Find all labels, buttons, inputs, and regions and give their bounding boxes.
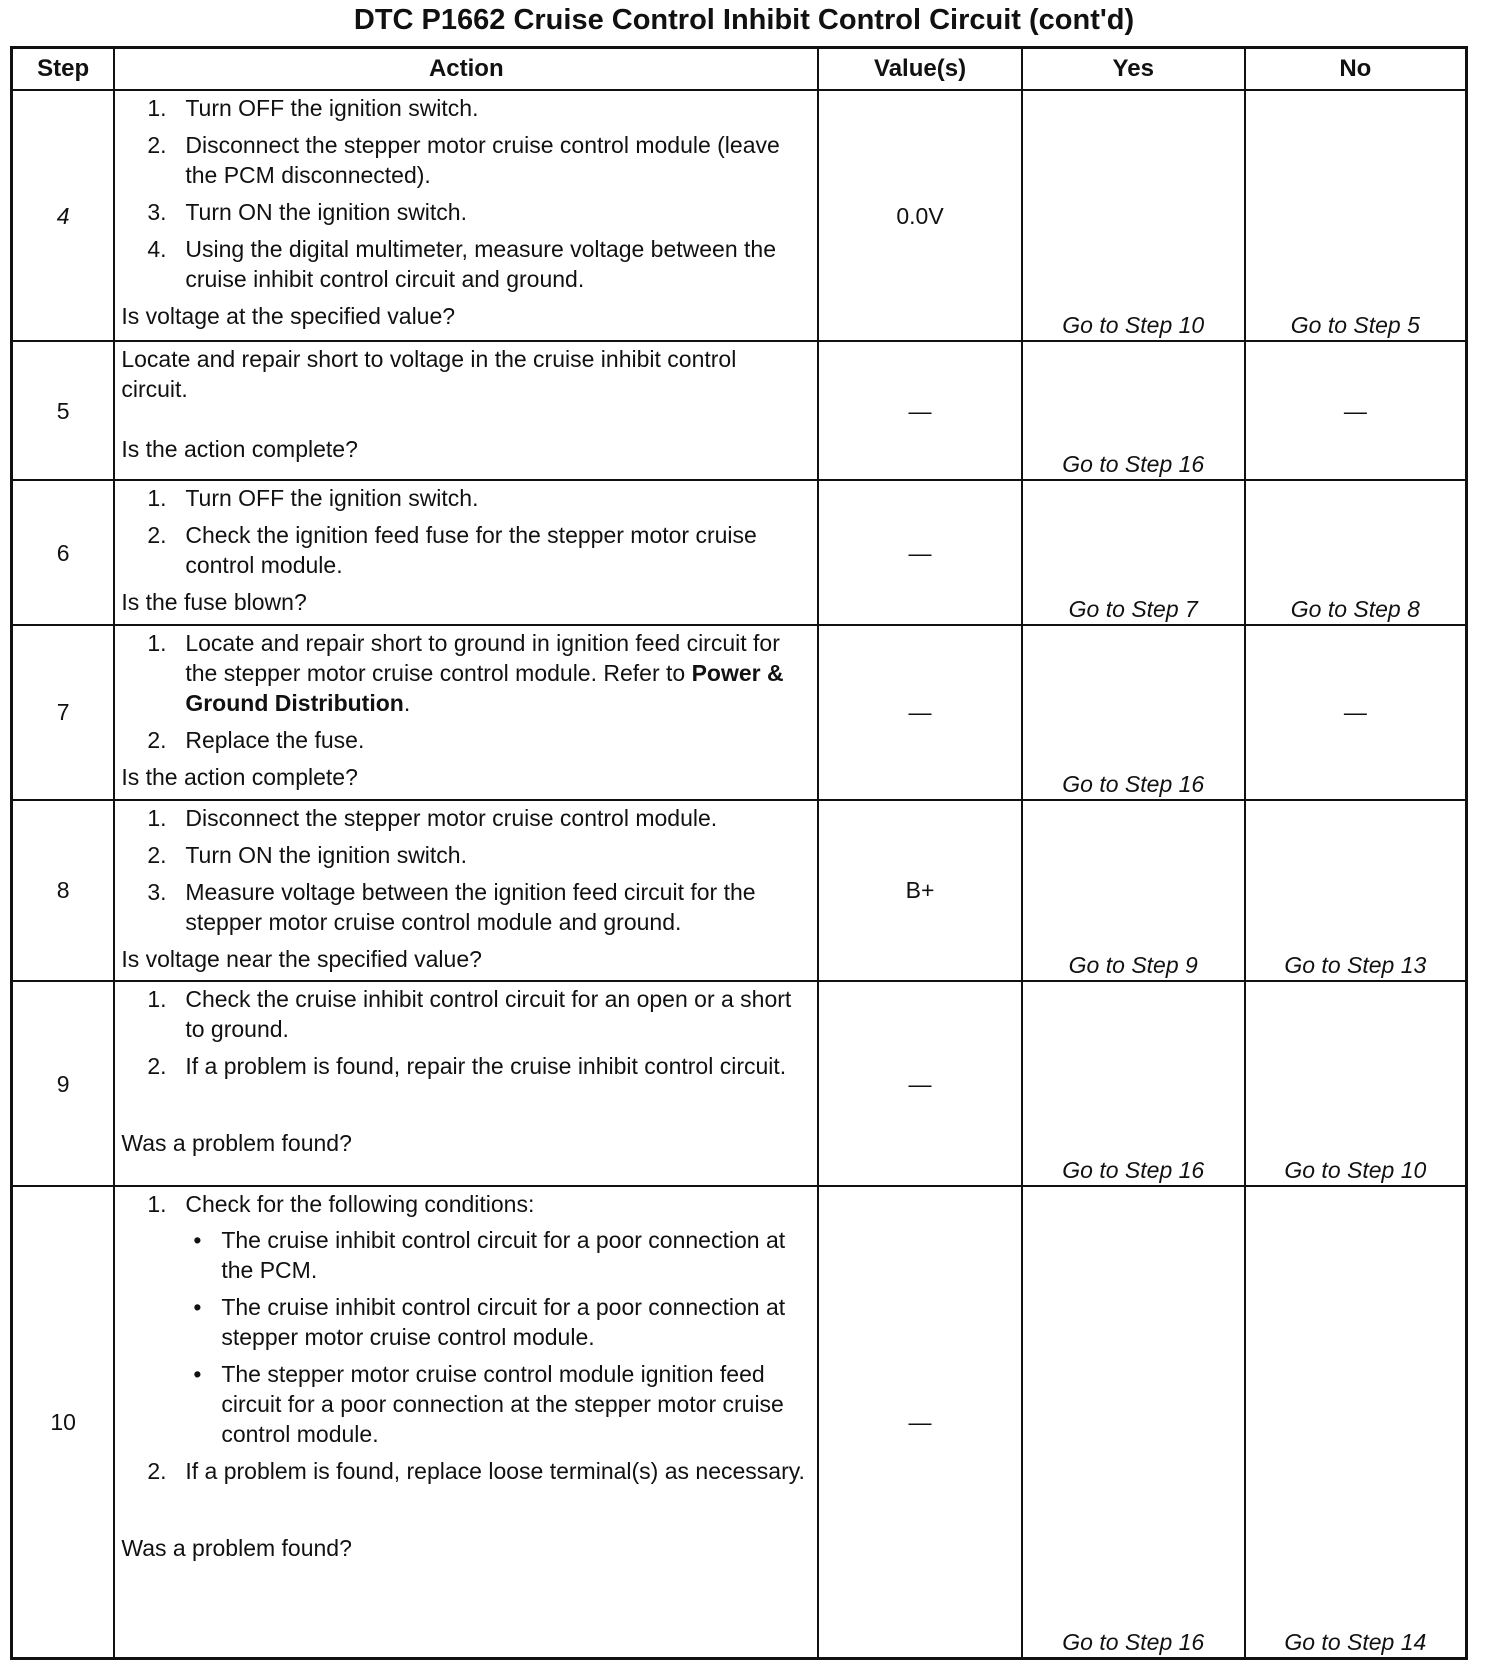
question-text: Is the action complete? (121, 764, 358, 791)
action-cell (114, 1186, 818, 1658)
list-number: 2. (147, 727, 167, 754)
value-cell: — (818, 341, 1022, 480)
no-goto: Go to Step 13 (1245, 800, 1467, 982)
header-action: Action (114, 48, 818, 91)
list-item: 2. Check the ignition feed fuse for the stepper motor cruise control module. (147, 522, 757, 579)
item-text: Locate and repair short to ground in ignition feed circuit for the stepper motor cruise control module. Refer to (185, 630, 780, 687)
list-number: 2. (147, 1053, 167, 1080)
step-number: 8 (12, 800, 115, 982)
header-values: Value(s) (818, 48, 1022, 91)
list-item (121, 1189, 807, 1449)
action-cell (114, 800, 818, 982)
list-number: 2. (147, 1458, 167, 1485)
step-number: 10 (12, 1186, 115, 1658)
list-item: 2. Replace the fuse. (147, 727, 365, 754)
list-number: 2. (147, 522, 167, 549)
list-number: 2. (147, 132, 167, 158)
yes-goto: Go to Step 7 (1022, 480, 1245, 625)
yes-goto: Go to Step 16 (1022, 1186, 1245, 1658)
action-cell (114, 625, 818, 799)
question-text: Is the fuse blown? (121, 589, 307, 616)
list-number: 2. (147, 841, 167, 868)
list-number: 1. (147, 1191, 167, 1218)
list-item: 2. If a problem is found, replace loose terminal(s) as necessary. (147, 1458, 805, 1485)
table-row (12, 981, 1467, 1186)
header-row (12, 48, 1467, 91)
no-goto: Go to Step 10 (1245, 981, 1467, 1186)
list-number: 1. (147, 986, 167, 1013)
list-item: 2. Disconnect the stepper motor cruise control module (leave the PCM disconnected). (147, 132, 780, 188)
action-cell (114, 90, 818, 341)
bullet-text: The stepper motor cruise control module ignition feed circuit for a poor connection at the stepper motor cruise control module. (221, 1361, 784, 1448)
list-item: 2. If a problem is found, repair the cruise inhibit control circuit. (147, 1053, 787, 1080)
value-cell: 0.0V (818, 90, 1022, 341)
value-cell: — (818, 981, 1022, 1186)
step-number: 4 (12, 90, 115, 341)
header-step: Step (12, 48, 115, 91)
no-goto: Go to Step 8 (1245, 480, 1467, 625)
bullet-item (185, 1359, 807, 1449)
list-item (121, 628, 807, 718)
bullet-item (185, 1292, 807, 1352)
value-cell: — (818, 1186, 1022, 1658)
list-item: 4. Using the digital multimeter, measure voltage between the cruise inhibit control circuit and ground. (147, 236, 776, 292)
step-number: 9 (12, 981, 115, 1186)
list-item: 3. Turn ON the ignition switch. (147, 199, 467, 225)
value-cell: B+ (818, 800, 1022, 982)
header-yes: Yes (1022, 48, 1245, 91)
no-value: — (1245, 341, 1467, 480)
no-goto: Go to Step 5 (1245, 90, 1467, 341)
list-item: 2. Turn ON the ignition switch. (147, 841, 467, 868)
bullet-text: The cruise inhibit control circuit for a poor connection at the PCM. (221, 1227, 786, 1284)
bullet-icon: • (193, 1294, 202, 1321)
value-cell: — (818, 625, 1022, 799)
list-number: 1. (147, 95, 167, 121)
question-text: Is voltage near the specified value? (121, 945, 482, 972)
yes-goto: Go to Step 16 (1022, 341, 1245, 480)
bullet-item (185, 1225, 807, 1285)
table-row (12, 800, 1467, 982)
list-item: 1. Disconnect the stepper motor cruise control module. (147, 804, 718, 831)
page-title: DTC P1662 Cruise Control Inhibit Control Circuit (cont'd) (353, 4, 1135, 36)
list-item: 3. Measure voltage between the ignition feed circuit for the stepper motor cruise control module and ground. (147, 878, 756, 935)
action-cell (114, 480, 818, 625)
table-row (12, 90, 1467, 341)
yes-goto: Go to Step 10 (1022, 90, 1245, 341)
yes-goto: Go to Step 16 (1022, 625, 1245, 799)
table-row (12, 625, 1467, 799)
question-text: Was a problem found? (121, 1535, 352, 1562)
list-item: 1. Check the cruise inhibit control circuit for an open or a short to ground. (147, 986, 792, 1043)
table-row (12, 1186, 1467, 1658)
item-text: Check for the following conditions: (185, 1191, 535, 1218)
yes-goto: Go to Step 16 (1022, 981, 1245, 1186)
action-cell (114, 981, 818, 1186)
bullet-icon: • (193, 1227, 202, 1254)
no-goto: Go to Step 14 (1245, 1186, 1467, 1658)
question-text: Is the action complete? (121, 436, 358, 463)
list-number: 4. (147, 236, 167, 262)
item-text-end: . (403, 690, 411, 717)
table-row (12, 341, 1467, 480)
list-number: 1. (147, 485, 167, 512)
bullet-text: The cruise inhibit control circuit for a poor connection at stepper motor cruise control module. (221, 1294, 786, 1351)
bullet-icon: • (193, 1361, 202, 1388)
diagnostic-table (10, 46, 1468, 1660)
action-text: Locate and repair short to voltage in the cruise inhibit control circuit. (121, 346, 737, 403)
list-item: 1. Turn OFF the ignition switch. (147, 485, 479, 512)
step-number: 5 (12, 341, 115, 480)
question-text: Is voltage at the specified value? (121, 303, 456, 329)
value-cell: — (818, 480, 1022, 625)
step-number: 7 (12, 625, 115, 799)
no-value: — (1245, 625, 1467, 799)
list-number: 3. (147, 878, 167, 905)
list-item: 1. Turn OFF the ignition switch. (147, 95, 479, 121)
yes-goto: Go to Step 9 (1022, 800, 1245, 982)
table-row (12, 480, 1467, 625)
action-cell (114, 341, 818, 480)
header-no: No (1245, 48, 1467, 91)
list-number: 1. (147, 630, 167, 657)
list-number: 1. (147, 804, 167, 831)
reference-link[interactable]: Power & Ground Distribution (185, 660, 784, 717)
list-number: 3. (147, 199, 167, 225)
question-text: Was a problem found? (121, 1130, 352, 1157)
step-number: 6 (12, 480, 115, 625)
